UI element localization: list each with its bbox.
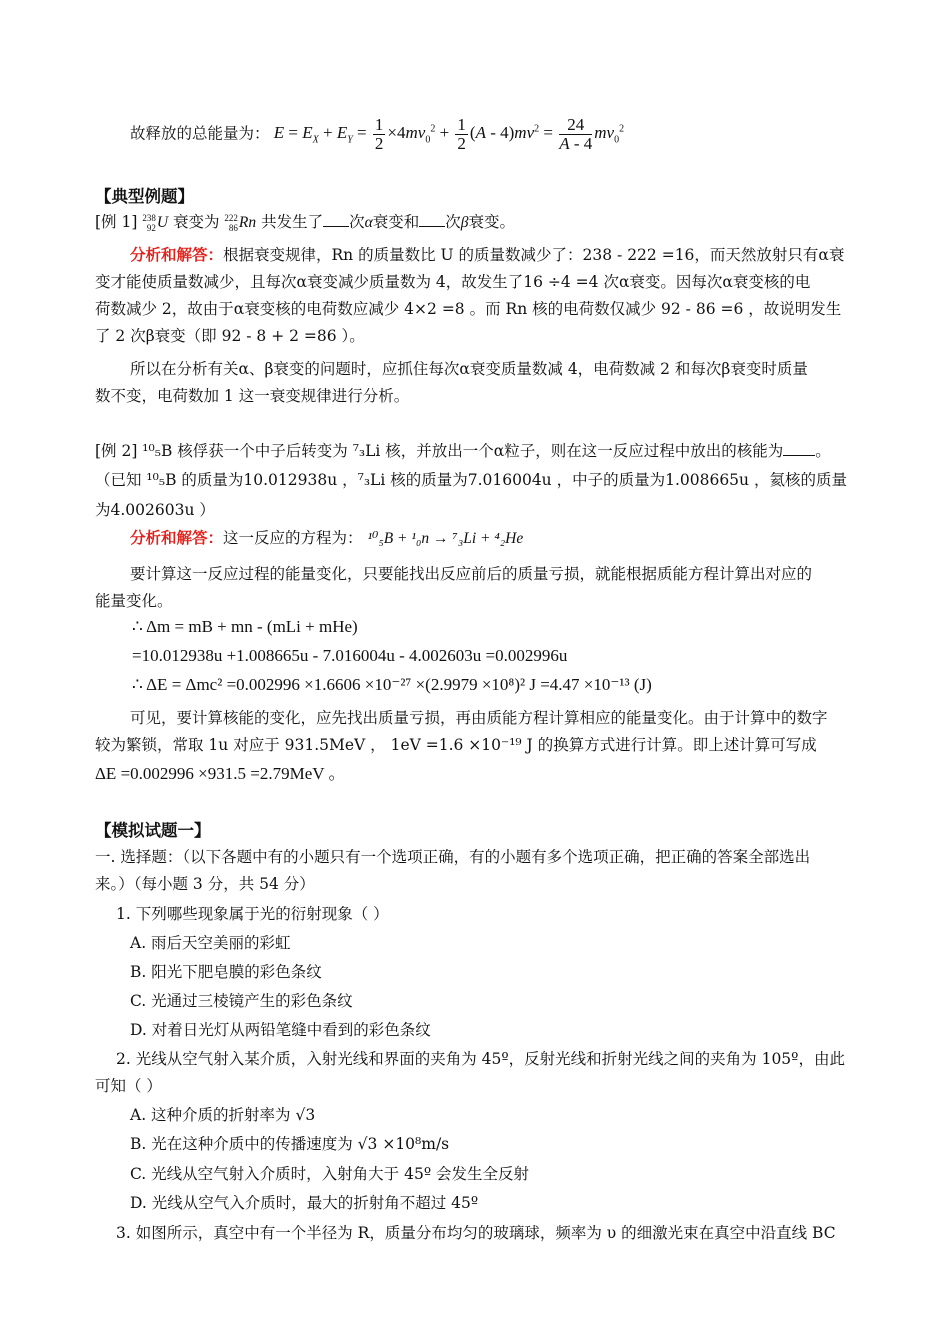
mass-defect-value: =10.012938u +1.008665u - 7.016004u - 4.002603u =0.002996u	[132, 646, 568, 665]
question-1-option-b[interactable]: B. 阳光下肥皂膜的彩色条纹	[130, 963, 322, 981]
question-2-stem-line-1: 2. 光线从空气射入某介质，入射光线和界面的夹角为 45º，反射光线和折射光线之间的夹角为 105º，由此	[116, 1050, 845, 1068]
mass-defect-formula: ∴ Δm = mB + mn - (mLi + mHe)	[132, 617, 358, 636]
question-1-option-a[interactable]: A. 雨后天空美丽的彩虹	[130, 934, 291, 952]
example2-explain-line-1: 要计算这一反应过程的能量变化，只要能找出反应前后的质量亏损，就能根据质能方程计算出对应的	[130, 565, 813, 583]
energy-formula: ∴ ΔE = Δmc² =0.002996 ×1.6606 ×10⁻²⁷ ×(2.9979 ×10⁸)² J =4.47 ×10⁻¹³ (J)	[132, 675, 652, 694]
example2-question-line-2: （已知 ¹⁰₅B 的质量为10.012938u ，⁷₃Li 核的质量为7.016004u ，中子的质量为1.008665u ，氦核的质量	[95, 471, 847, 489]
example2-question-line-1: [例 2] ¹⁰₅B 核俘获一个中子后转变为 ⁷₃Li 核，并放出一个α粒子，则在这一反应过程中放出的核能为 。	[95, 442, 831, 460]
mock-test-heading: 【模拟试题一】	[95, 821, 211, 840]
example1-analysis-line-4: 了 2 次β衰变（即 92 - 8 + 2 =86 ）。	[95, 327, 365, 345]
question-1-option-d[interactable]: D. 对着日光灯从两铅笔缝中看到的彩色条纹	[130, 1021, 431, 1039]
question-3-stem: 3. 如图所示，真空中有一个半径为 R，质量分布均匀的玻璃球，频率为 υ 的细激光束在真空中沿直线 BC	[116, 1224, 836, 1242]
section-instructions-line-1: 一. 选择题：（以下各题中有的小题只有一个选项正确，有的小题有多个选项正确，把正确的答案全部选出	[95, 848, 811, 866]
example2-question-line-3: 为4.002603u ）	[95, 501, 215, 519]
example1-question: [例 1] 238 92U 衰变为 222 86Rn 共发生了 次α衰变和 次β衰变。	[95, 213, 516, 234]
example1-analysis-line-2: 变才能使质量数减少，且每次α衰变减少质量数为 4，故发生了16 ÷4 =4 次α衰变。因每次α衰变核的电	[95, 273, 811, 291]
example2-conclusion-line-3: ΔE =0.002996 ×931.5 =2.79MeV 。	[95, 764, 346, 783]
question-2-option-b[interactable]: B. 光在这种介质中的传播速度为 √3 ×10⁸m/s	[130, 1135, 450, 1153]
question-2-option-d[interactable]: D. 光线从空气入介质时，最大的折射角不超过 45º	[130, 1194, 479, 1212]
question-2-option-a[interactable]: A. 这种介质的折射率为 √3	[130, 1106, 316, 1124]
example1-summary-line-2: 数不变，电荷数加 1 这一衰变规律进行分析。	[95, 387, 410, 405]
example1-analysis-line-3: 荷数减少 2，故由于α衰变核的电荷数应减少 4×2 =8 。而 Rn 核的电荷数仅减少 92 - 86 =6 ，故说明发生	[95, 300, 842, 318]
analysis-label: 分析和解答：	[130, 245, 224, 264]
reaction-equation: ¹⁰₅B + ¹₀n → ⁷₃Li + ⁴₂He	[367, 530, 524, 547]
question-2-option-c[interactable]: C. 光线从空气射入介质时，入射角大于 45º 会发生全反射	[130, 1165, 530, 1183]
question-1-option-c[interactable]: C. 光通过三棱镜产生的彩色条纹	[130, 992, 353, 1010]
total-energy-label: 故释放的总能量为：	[130, 124, 270, 143]
example1-analysis-line-1: 分析和解答：根据衰变规律，Rn 的质量数比 U 的质量数减少了：238 - 222 =16，而天然放射只有α衰	[130, 245, 845, 264]
example2-conclusion-line-2: 较为繁锁，常取 1u 对应于 931.5MeV ， 1eV =1.6 ×10⁻¹⁹ J 的换算方式进行计算。即上述计算可写成	[95, 736, 817, 754]
example2-conclusion-line-1: 可见，要计算核能的变化，应先找出质量亏损，再由质能方程计算相应的能量变化。由于计算中的数字	[130, 709, 828, 727]
typical-examples-heading: 【典型例题】	[95, 187, 194, 206]
section-instructions-line-2: 来。）（每小题 3 分，共 54 分）	[95, 875, 315, 893]
example2-analysis: 分析和解答：这一反应的方程为： ¹⁰₅B + ¹₀n → ⁷₃Li + ⁴₂He	[130, 528, 524, 547]
answer-blank-2[interactable]	[419, 211, 445, 227]
question-1-stem: 1. 下列哪些现象属于光的衍射现象（ ）	[116, 905, 389, 923]
answer-blank-3[interactable]	[783, 440, 815, 456]
example2-explain-line-2: 能量变化。	[95, 592, 173, 610]
question-2-stem-line-2: 可知（ ）	[95, 1077, 162, 1095]
total-energy-line	[130, 116, 900, 153]
total-energy-formula: $E = E_X + E_Y$ = $\frac{1}{2}$ $\times 4mv_0^2$ + $\frac{1}{2}$ $(A - 4)mv^2$ = $\frac{24}{A - 4}$ $mv_0^2$	[273, 115, 625, 153]
answer-blank-1[interactable]	[323, 211, 349, 227]
example1-summary-line-1: 所以在分析有关α、β衰变的问题时，应抓住每次α衰变质量数减 4，电荷数减 2 和每次β衰变时质量	[130, 360, 808, 378]
analysis-label: 分析和解答：	[130, 528, 224, 547]
